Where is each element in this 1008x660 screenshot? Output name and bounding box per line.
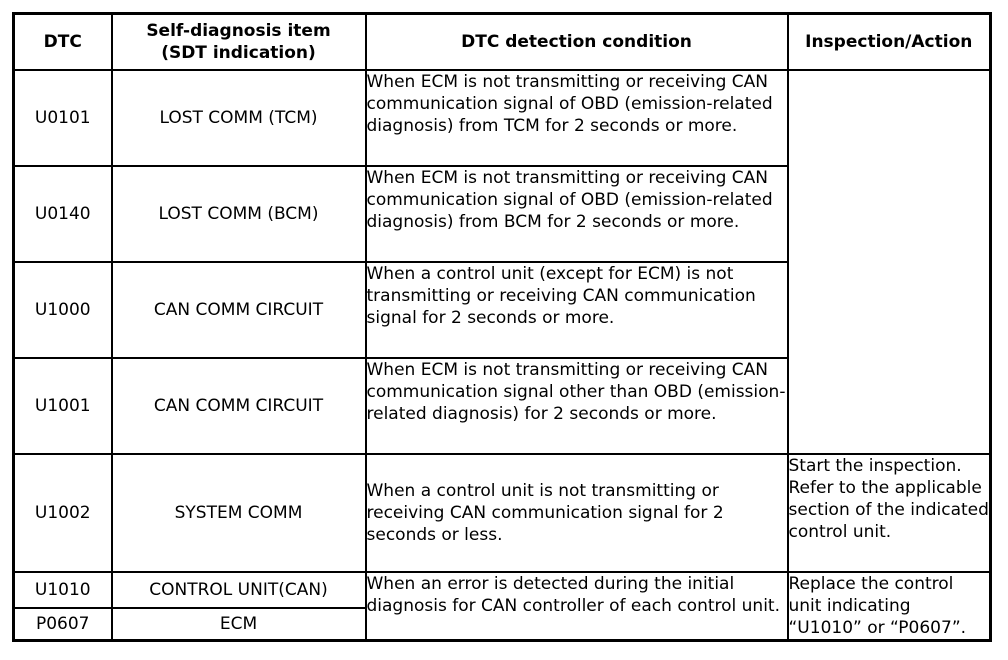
table-row bbox=[14, 454, 991, 572]
detection-condition: When ECM is not transmitting or receiving CAN communication signal of OBD (emission-related diagnosis) from BCM for 2 seconds or more. bbox=[366, 166, 788, 262]
inspection-action: Replace the control unit indicating “U1010” or “P0607”. bbox=[788, 572, 991, 641]
self-diagnosis-item: ECM bbox=[112, 608, 366, 641]
detection-condition: When a control unit (except for ECM) is not transmitting or receiving CAN communication signal for 2 seconds or more. bbox=[366, 262, 788, 358]
self-diagnosis-item: CAN COMM CIRCUIT bbox=[112, 358, 366, 454]
header-item-line1: Self-diagnosis item bbox=[146, 20, 331, 41]
header-dtc: DTC bbox=[14, 14, 112, 70]
header-inspection-action: Inspection/Action bbox=[788, 14, 991, 70]
inspection-action-empty bbox=[788, 70, 991, 454]
dtc-code: P0607 bbox=[14, 608, 112, 641]
dtc-code: U0140 bbox=[14, 166, 112, 262]
dtc-code: U1001 bbox=[14, 358, 112, 454]
detection-condition: When an error is detected during the initial diagnosis for CAN controller of each control unit. bbox=[366, 572, 788, 641]
dtc-code: U1000 bbox=[14, 262, 112, 358]
table-row bbox=[14, 70, 991, 166]
table-row bbox=[14, 572, 991, 608]
dtc-table-wrapper bbox=[12, 12, 992, 642]
dtc-code: U1010 bbox=[14, 572, 112, 608]
dtc-code: U0101 bbox=[14, 70, 112, 166]
self-diagnosis-item: LOST COMM (BCM) bbox=[112, 166, 366, 262]
inspection-action: Start the inspection. Refer to the applicable section of the indicated control unit. bbox=[788, 454, 991, 572]
self-diagnosis-item: CAN COMM CIRCUIT bbox=[112, 262, 366, 358]
detection-condition: When ECM is not transmitting or receiving CAN communication signal of OBD (emission-related diagnosis) from TCM for 2 seconds or more. bbox=[366, 70, 788, 166]
detection-condition: When ECM is not transmitting or receiving CAN communication signal other than OBD (emission-related diagnosis) for 2 seconds or more. bbox=[366, 358, 788, 454]
header-item-line2: (SDT indication) bbox=[161, 42, 316, 63]
header-self-diagnosis-item bbox=[112, 14, 366, 70]
dtc-table bbox=[12, 12, 992, 642]
detection-condition: When a control unit is not transmitting or receiving CAN communication signal for 2 seconds or less. bbox=[366, 454, 788, 572]
self-diagnosis-item: CONTROL UNIT(CAN) bbox=[112, 572, 366, 608]
dtc-code: U1002 bbox=[14, 454, 112, 572]
self-diagnosis-item: LOST COMM (TCM) bbox=[112, 70, 366, 166]
header-detection-condition: DTC detection condition bbox=[366, 14, 788, 70]
table-header-row bbox=[14, 14, 991, 70]
self-diagnosis-item: SYSTEM COMM bbox=[112, 454, 366, 572]
